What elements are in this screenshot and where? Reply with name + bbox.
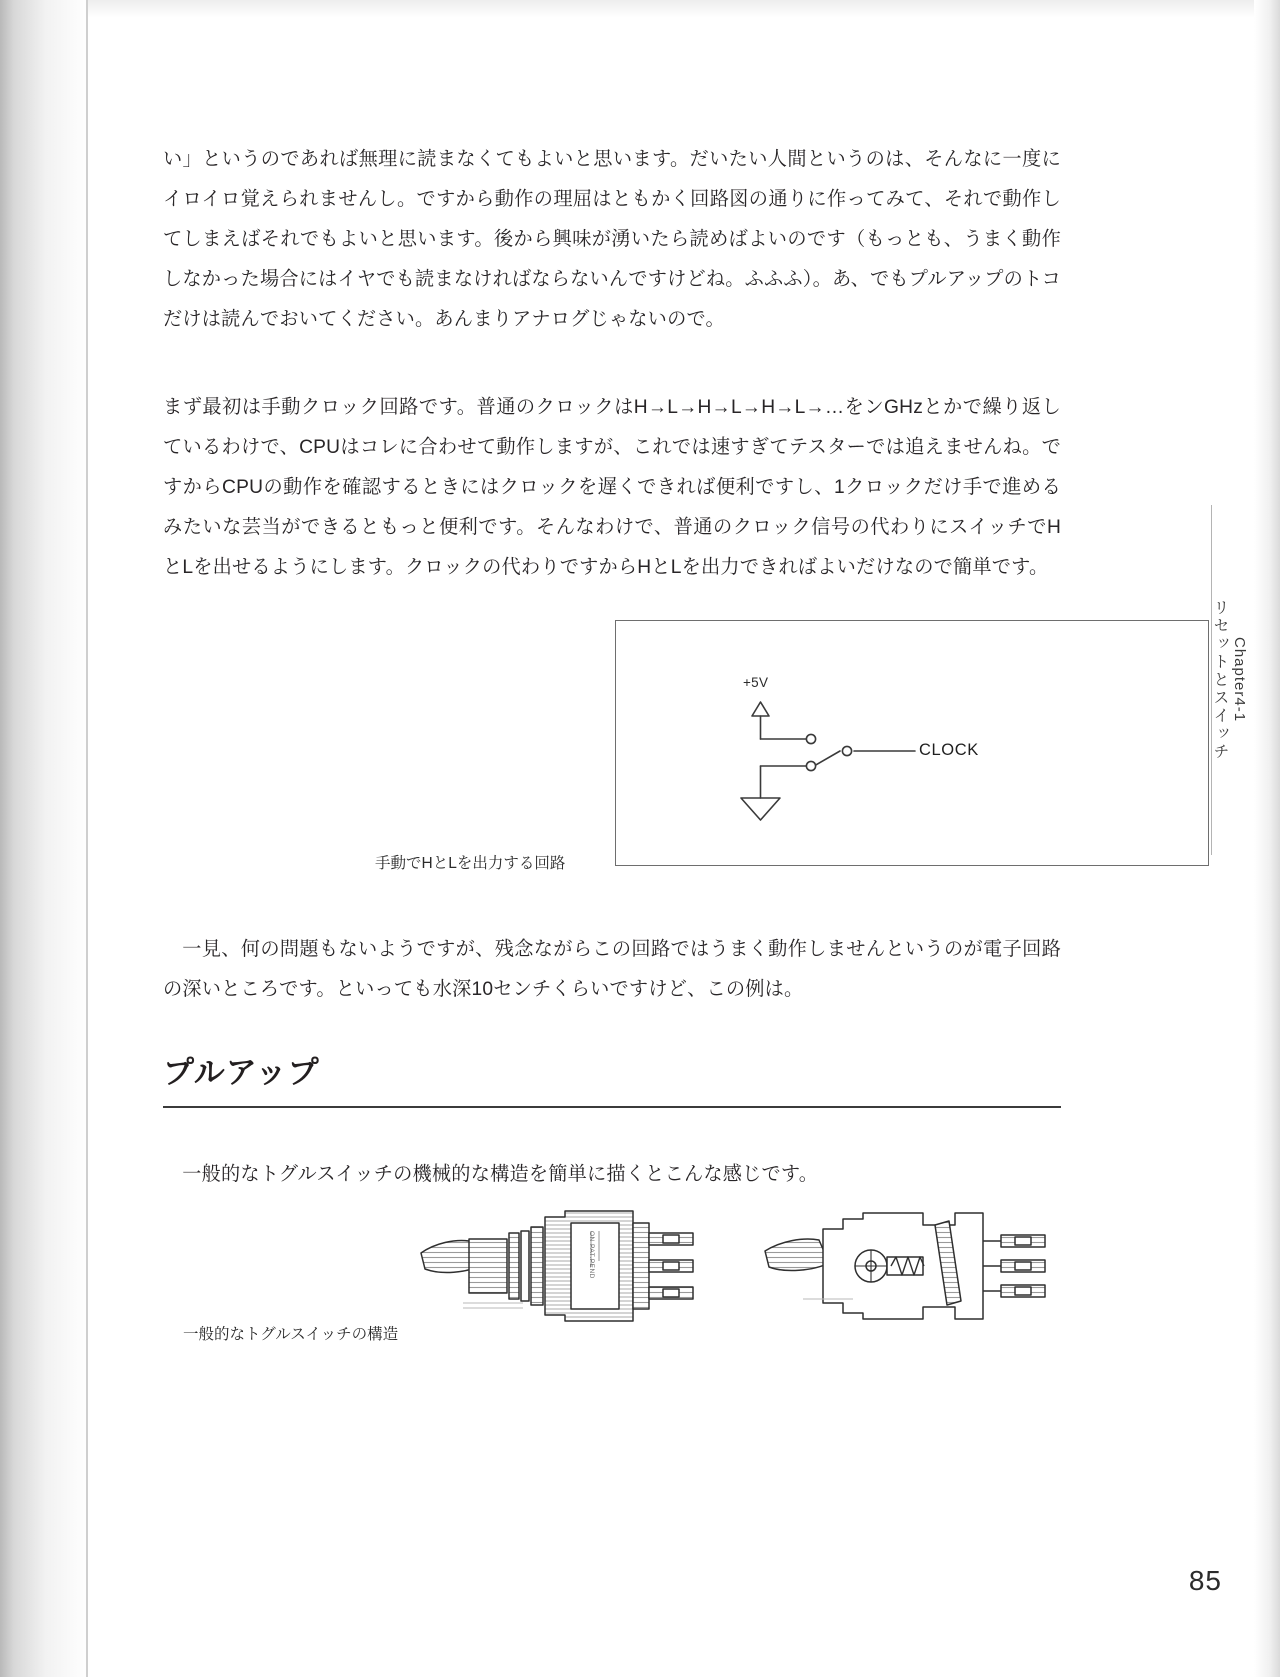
chapter-side-tab (1211, 505, 1254, 855)
chapter-side-tab-inner (1211, 505, 1248, 855)
paragraph-spacer (163, 340, 1061, 388)
paragraph-3-block (163, 930, 1061, 1010)
chapter-side-tab-title: リセットとスイッチ (1211, 599, 1228, 761)
paragraph-1: い」というのであれば無理に読まなくてもよいと思います。だいたい人間というのは、そんなに一度にイロイロ覚えられませんし。ですから動作の理屈はともかく回路図の通りに作ってみて、それで動作してしまえばそれでもよいと思います。後から興味が湧いたら読めばよいのです（もっとも、うまく動作しなかった場合にはイヤでも読まなければならないんですけどね。ふふふ）。あ、でもプルアップのトコだけは読んでおいてください。あんまりアナログじゃないので。 (163, 149, 1061, 330)
chapter-side-tab-chapter: Chapter4-1 (1231, 637, 1248, 723)
section-heading-block (163, 1052, 1061, 1108)
paragraph-3: 一見、何の問題もないようですが、残念ながらこの回路ではうまく動作しませんというのが電子回路の深いところです。といっても水深10センチくらいですけど、この例は。 (163, 939, 1061, 1000)
section-heading: プルアップ (163, 1055, 320, 1090)
paragraph-2: まず最初は手動クロック回路です。普通のクロックはH→L→H→L→H→L→…をンGHzとかで繰り返しているわけで、CPUはコレに合わせて動作しますが、これでは速すぎてテスターでは追えませんね。ですからCPUの動作を確認するときにはクロックを遅くできれば便利ですし、1クロックだけ手で進めるみたいな芸当ができるともっと便利です。そんなわけで、普通のクロック信号の代わりにスイッチでHとLを出せるようにします。クロックの代わりですからHとLを出力できればよいだけなので簡単です。 (163, 397, 1061, 578)
page-gutter-left-shadow (0, 0, 88, 1677)
clock-output-label: CLOCK (919, 741, 979, 759)
figure-toggle-switch-structure (163, 1195, 1061, 1355)
figure-2-caption: 一般的なトグルスイッチの構造 (183, 1326, 399, 1343)
figure-1-caption: 手動でHとLを出力する回路 (375, 855, 566, 872)
page-gutter-right-shadow (1254, 0, 1280, 1677)
figure-manual-clock-circuit (163, 620, 1061, 890)
paragraph-4: 一般的なトグルスイッチの機械的な構造を簡単に描くとこんな感じです。 (182, 1164, 819, 1185)
page-body-text (163, 140, 1061, 588)
page-top-shadow (88, 0, 1254, 18)
section-divider (163, 1106, 1061, 1108)
supply-label: +5V (743, 675, 769, 690)
switch-body-marking: ON PAT.PEND (588, 1231, 595, 1279)
page-number: 85 (1188, 1565, 1222, 1596)
page-edge-line (86, 0, 88, 1677)
paragraph-4-block (163, 1155, 1061, 1195)
